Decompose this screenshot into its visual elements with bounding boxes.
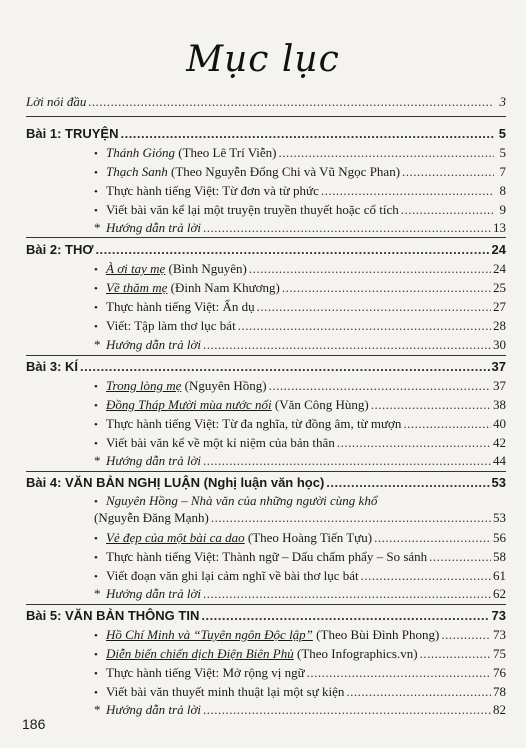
bullet-icon: •: [94, 668, 98, 680]
toc-item: • Thực hành tiếng Việt: Từ đơn và từ phức ..... 8: [94, 183, 506, 200]
divider: [26, 237, 506, 238]
divider: [26, 604, 506, 605]
toc-item: • Diễn biến chiến dịch Điện Biên Phủ (Theo Infographics.vn) ..... 75: [94, 646, 506, 663]
bullet-icon: •: [94, 438, 98, 450]
bullet-icon: •: [94, 419, 98, 431]
toc-item: • À ơi tay mẹ (Bình Nguyên) ..... 24: [94, 261, 506, 278]
asterisk-icon: *: [94, 702, 101, 717]
bullet-icon: •: [94, 571, 98, 583]
intro-page: 3: [499, 94, 506, 109]
bullet-icon: •: [94, 302, 98, 314]
chapter-5-heading: Bài 5: VĂN BẢN THÔNG TIN ..... 73: [26, 608, 506, 624]
bullet-icon: •: [94, 186, 98, 198]
bullet-icon: •: [94, 552, 98, 564]
divider: [26, 471, 506, 472]
toc-guide: * Hướng dẫn trả lời ..... 82: [94, 702, 506, 718]
chapter-1-heading: Bài 1: TRUYỆN ..... 5: [26, 126, 506, 142]
chapter-3-heading: Bài 3: KÍ ..... 37: [26, 359, 506, 375]
bullet-icon: •: [94, 381, 98, 393]
bullet-icon: •: [94, 649, 98, 661]
toc-item: • Trong lòng mẹ (Nguyên Hồng) ..... 37: [94, 378, 506, 395]
intro-label: Lời nói đầu: [26, 94, 87, 109]
asterisk-icon: *: [94, 453, 101, 468]
toc-item: • Thánh Gióng (Theo Lê Trí Viễn) ..... 5: [94, 145, 506, 162]
toc-item: • Viết bài văn kể về một kỉ niệm của bản thân ..... 42: [94, 435, 506, 452]
toc-item: • Vẻ đẹp của một bài ca dao (Theo Hoàng Tiến Tựu) ..... 56: [94, 530, 506, 547]
divider: [26, 116, 506, 117]
bullet-icon: •: [94, 205, 98, 217]
toc-item: • Về thăm mẹ (Đinh Nam Khương) ..... 25: [94, 280, 506, 297]
toc-item: • Viết bài văn kể lại một truyện truyền thuyết hoặc cổ tích ..... 9: [94, 202, 506, 219]
bullet-icon: •: [94, 687, 98, 699]
chapter-4-heading: Bài 4: VĂN BẢN NGHỊ LUẬN (Nghị luận văn học) ..... 53: [26, 475, 506, 491]
toc-guide: * Hướng dẫn trả lời ..... 62: [94, 586, 506, 602]
toc-item: • Thực hành tiếng Việt: Thành ngữ – Dấu chấm phẩy – So sánh ..... 58: [94, 549, 506, 566]
asterisk-icon: *: [94, 337, 101, 352]
toc-item: • Viết: Tập làm thơ lục bát ..... 28: [94, 318, 506, 335]
bullet-icon: •: [94, 148, 98, 160]
toc-item: • Thực hành tiếng Việt: Mở rộng vị ngữ ..... 76: [94, 665, 506, 682]
bullet-icon: •: [94, 630, 98, 642]
bullet-icon: •: [94, 167, 98, 179]
asterisk-icon: *: [94, 586, 101, 601]
toc-item: • Hồ Chí Minh và “Tuyên ngôn Độc lập” (Theo Bùi Đình Phong) ..... 73: [94, 627, 506, 644]
toc-guide: * Hướng dẫn trả lời ..... 30: [94, 337, 506, 353]
toc-item: • Viết bài văn thuyết minh thuật lại một sự kiện ..... 78: [94, 684, 506, 701]
toc-intro: [26, 94, 506, 110]
toc-item: • Thực hành tiếng Việt: Ẩn dụ ..... 27: [94, 299, 506, 316]
bullet-icon: •: [94, 496, 98, 508]
toc-item: • Thạch Sanh (Theo Nguyễn Đổng Chi và Vũ Ngọc Phan) ..... 7: [94, 164, 506, 181]
bullet-icon: •: [94, 264, 98, 276]
toc-item: • Thực hành tiếng Việt: Từ đa nghĩa, từ đồng âm, từ mượn ..... 40: [94, 416, 506, 433]
bullet-icon: •: [94, 533, 98, 545]
asterisk-icon: *: [94, 220, 101, 235]
toc-guide: * Hướng dẫn trả lời ..... 44: [94, 453, 506, 469]
bullet-icon: •: [94, 400, 98, 412]
toc-item-continuation: (Nguyễn Đăng Mạnh) ..... 53: [94, 510, 506, 526]
page-number: 186: [22, 716, 46, 732]
chapter-2-heading: Bài 2: THƠ ..... 24: [26, 242, 506, 258]
page-title: Mục lục: [186, 39, 340, 80]
bullet-icon: •: [94, 321, 98, 333]
bullet-icon: •: [94, 283, 98, 295]
toc-guide: * Hướng dẫn trả lời ..... 13: [94, 220, 506, 236]
toc-item: • Đồng Tháp Mười mùa nước nổi (Văn Công Hùng) ..... 38: [94, 397, 506, 414]
toc-item: • Nguyên Hồng – Nhà văn của những người cùng khổ: [94, 493, 378, 508]
divider: [26, 355, 506, 356]
toc-item: • Viết đoạn văn ghi lại cảm nghĩ về bài thơ lục bát ..... 61: [94, 568, 506, 585]
